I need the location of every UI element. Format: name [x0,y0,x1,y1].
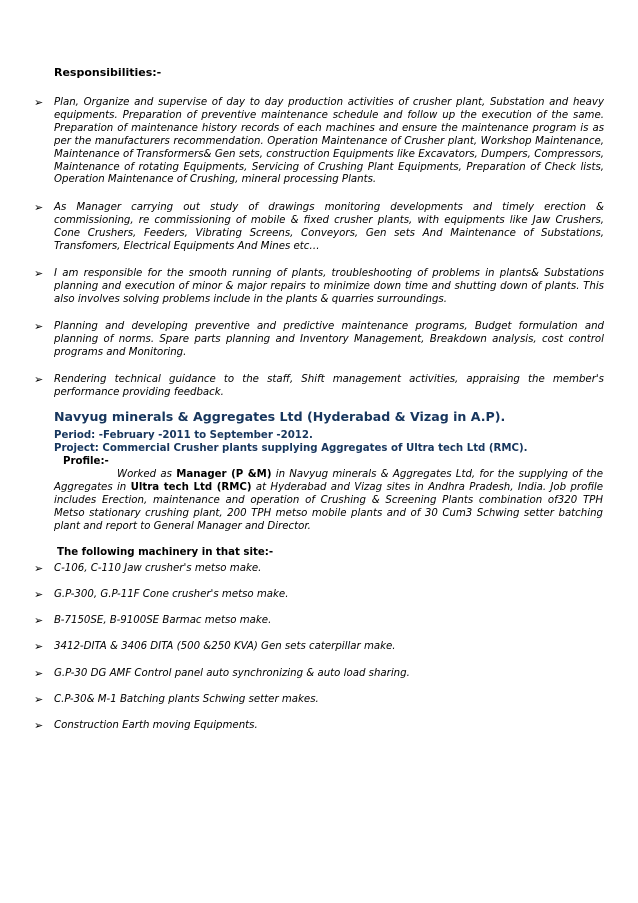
company-name: Navyug minerals & Aggregates Ltd (Hyderabad & Vizag in A.P). [54,409,506,424]
responsibility-item [34,268,604,307]
arrow-bullet-icon: ➢ [34,320,44,333]
arrow-bullet-icon: ➢ [34,588,44,601]
machinery-item [34,563,604,574]
arrow-bullet-icon: ➢ [34,719,44,732]
responsibilities-heading: Responsibilities:- [54,66,162,79]
machinery-item [34,641,604,652]
machinery-text: 3412-DITA & 3406 DITA (500 &250 KVA) Gen sets caterpillar make. [54,641,396,652]
arrow-bullet-icon: ➢ [34,96,44,109]
responsibility-item [34,97,604,187]
machinery-item [34,615,604,626]
machinery-text: G.P-300, G.P-11F Cone crusher's metso make. [54,589,289,600]
machinery-text: B-7150SE, B-9100SE Barmac metso make. [54,615,272,626]
arrow-bullet-icon: ➢ [34,614,44,627]
responsibility-item [34,321,604,360]
profile-text-3: at Hyderabad and Vizag sites in Andhra Pradesh, India. Job profile includes Erection, maintenance and operation of Crushing & Screening Plants combination of320 TPH Metso stationary crushing plant, 200 TPH metso mobile plants and of 30 Cum3 Schwing setter batching plant and report to General Manager and Director. [54,481,603,532]
responsibility-item [34,374,604,400]
responsibility-text: I am responsible for the smooth running of plants, troubleshooting of problems in plants& Substations planning and execution of minor & major repairs to minimize down time and shutting down of plants. This also involves solving problems include in the plants & quarries surroundings. [54,268,604,305]
responsibility-text: Rendering technical guidance to the staff, Shift management activities, appraising the member's performance providing feedback. [54,374,604,398]
machinery-text: C-106, C-110 Jaw crusher's metso make. [54,563,262,574]
machinery-item [34,720,604,731]
machinery-text: C.P-30& M-1 Batching plants Schwing setter makes. [54,694,319,705]
responsibility-text: Plan, Organize and supervise of day to day production activities of crusher plant, Substation and heavy equipments. Preparation of preventive maintenance schedule and follow up the execution of the same. Preparation of maintenance history records of each machines and ensure the maintenance program is as per the manufacturers recommendation. Operation Maintenance of Crusher plant, Workshop Maintenance, Maintenance of Transformers& Gen sets, construction Equipments like Excavators, Dumpers, Compressors, Maintenance of rotating Equipments, Servicing of Crushing Plant Equipments, Preparation of Check lists, Operation Maintenance of Crushing, mineral processing Plants. [54,97,604,186]
profile-text-2: in Navyug minerals & Aggregates Ltd, for the supplying of the Aggregates in [54,469,603,493]
responsibility-text: As Manager carrying out study of drawings monitoring developments and timely erection & commissioning, re commissioning of mobile & fixed crusher plants, with equipments like Jaw Crushers, Cone Crushers, Feeders, Vibrating Screens, Conveyors, Gen sets And Maintenance of Substations, Transfomers, Electrical Equipments And Mines etc… [54,202,604,252]
machinery-text: G.P-30 DG AMF Control panel auto synchronizing & auto load sharing. [54,668,410,679]
machinery-item [34,668,604,679]
machinery-item [34,694,604,705]
arrow-bullet-icon: ➢ [34,562,44,575]
profile-label: Profile:- [63,456,109,467]
responsibility-text: Planning and developing preventive and predictive maintenance programs, Budget formulation and planning of norms. Spare parts planning and Inventory Management, Breakdown analysis, cost control programs and Monitoring. [54,321,604,358]
machinery-item [34,589,604,600]
job-period: Period: -February -2011 to September -2012. [54,430,313,441]
profile-client: Ultra tech Ltd (RMC) [130,481,252,493]
arrow-bullet-icon: ➢ [34,667,44,680]
arrow-bullet-icon: ➢ [34,267,44,280]
machinery-heading: The following machinery in that site:- [57,547,274,558]
arrow-bullet-icon: ➢ [34,201,44,214]
profile-role: Manager (P &M) [176,469,272,480]
arrow-bullet-icon: ➢ [34,373,44,386]
arrow-bullet-icon: ➢ [34,640,44,653]
arrow-bullet-icon: ➢ [34,693,44,706]
machinery-text: Construction Earth moving Equipments. [54,720,258,731]
job-project: Project: Commercial Crusher plants supplying Aggregates of Ultra tech Ltd (RMC). [54,443,528,454]
responsibility-item [34,202,604,254]
profile-paragraph [54,469,603,534]
profile-text-1: Worked as [117,469,177,480]
